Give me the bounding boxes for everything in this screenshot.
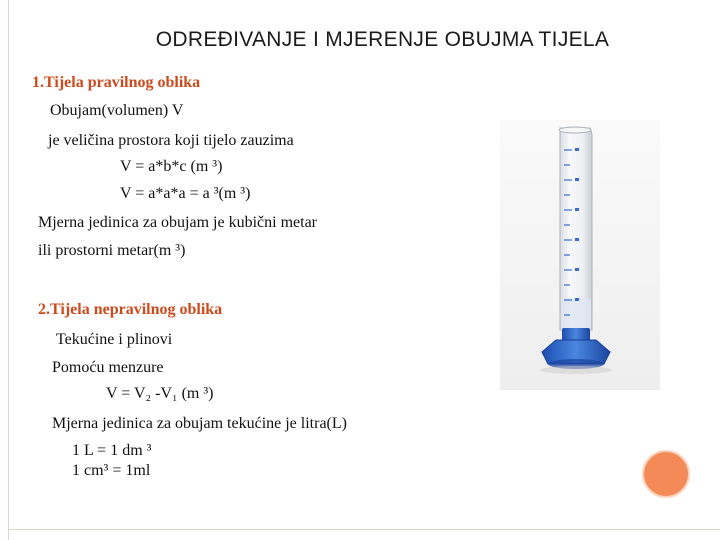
section1-line2: je veličina prostora koji tijelo zauzima [48, 132, 294, 149]
section2-heading: 2.Tijela nepravilnog oblika [38, 301, 223, 318]
slide-title: ODREĐIVANJE I MJERENJE OBUJMA TIJELA [155, 28, 610, 51]
slide-frame-bottom [8, 529, 720, 530]
section2-unit-line: Mjerna jedinica za obujam tekućine je litra(L) [52, 415, 347, 432]
section1-unit-line2: ili prostorni metar(m ³) [38, 242, 186, 259]
slide-frame-left [8, 0, 9, 540]
section1-line1: Obujam(volumen) V [50, 102, 184, 119]
section2-line2: Pomoću menzure [52, 359, 164, 376]
section2-formula: V = V₂ -V₁ (m ³) [106, 385, 214, 402]
section2-conv2: 1 cm³ = 1ml [72, 462, 151, 479]
section2-line1: Tekućine i plinovi [56, 331, 173, 348]
section2-conv1: 1 L = 1 dm ³ [72, 442, 152, 459]
section1-formula2: V = a*a*a = a ³(m ³) [120, 185, 251, 202]
graduated-cylinder-icon [500, 120, 660, 390]
section1-formula1: V = a*b*c (m ³) [120, 158, 223, 175]
section1-heading: 1.Tijela pravilnog oblika [32, 74, 201, 91]
decorative-circle [642, 450, 690, 498]
section1-unit-line1: Mjerna jedinica za obujam je kubični metar [38, 214, 317, 231]
